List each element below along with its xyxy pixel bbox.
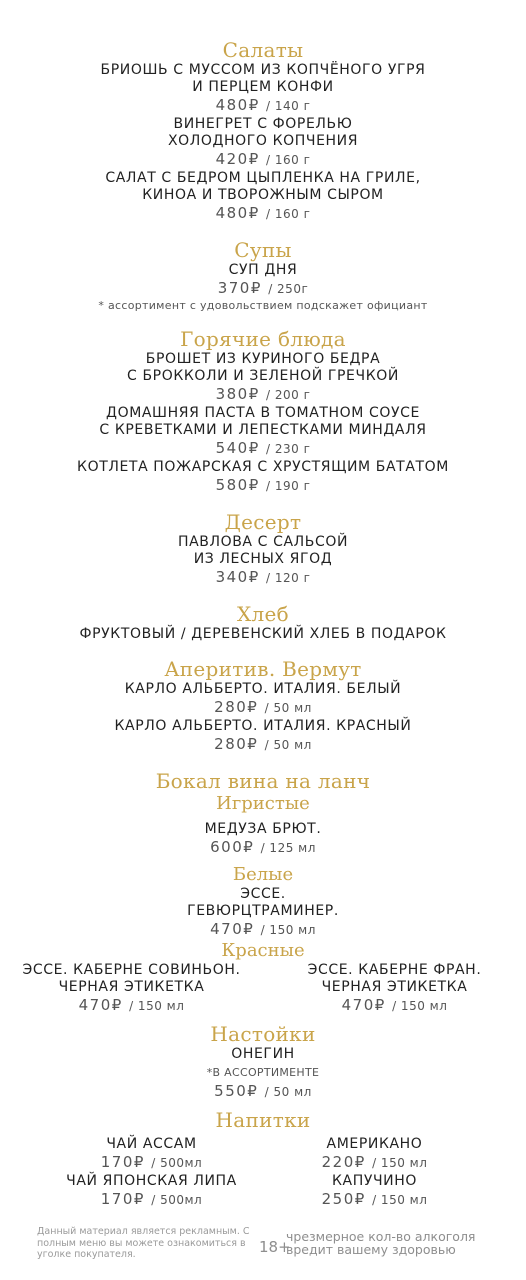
section-title-salads: Салаты bbox=[222, 38, 304, 62]
drink-name: ОНЕГИН bbox=[231, 1046, 295, 1062]
drink-name: ЧАЙ АССАМ bbox=[106, 1136, 197, 1152]
drink-volume: / 50 мл bbox=[264, 1085, 312, 1099]
drink-volume: / 125 мл bbox=[260, 841, 316, 855]
tinctures-note: *В АССОРТИМЕНТЕ bbox=[206, 1066, 320, 1079]
subsection-title-sparkling: Игристые bbox=[216, 793, 310, 814]
soups-note: * ассортимент с удовольствием подскажет официант bbox=[98, 299, 428, 312]
menu-item bbox=[263, 962, 526, 1016]
dish-price-line bbox=[0, 439, 526, 459]
menu-item bbox=[0, 405, 526, 459]
menu-item bbox=[0, 116, 526, 170]
drink-volume: / 50 мл bbox=[264, 701, 312, 715]
drink-price-line bbox=[40, 1153, 263, 1173]
dish-name: С БРОККОЛИ И ЗЕЛЕНОЙ ГРЕЧКОЙ bbox=[127, 368, 399, 384]
dish-price-line bbox=[0, 96, 526, 116]
dish-price: 580₽ bbox=[215, 476, 260, 494]
footer bbox=[0, 1226, 526, 1266]
drink-name: ГЕВЮРЦТРАМИНЕР. bbox=[187, 903, 339, 919]
drink-price-line bbox=[0, 920, 526, 940]
dish-price: 420₽ bbox=[215, 150, 260, 168]
drink-price-line bbox=[263, 996, 526, 1016]
dish-name: ХОЛОДНОГО КОПЧЕНИЯ bbox=[167, 133, 359, 149]
dish-name: ДОМАШНЯЯ ПАСТА В ТОМАТНОМ СОУСЕ bbox=[106, 405, 420, 421]
dish-name: С КРЕВЕТКАМИ И ЛЕПЕСТКАМИ МИНДАЛЯ bbox=[99, 422, 427, 438]
section-title-soups: Супы bbox=[234, 238, 292, 262]
dish-weight: / 190 г bbox=[266, 479, 311, 493]
drink-name: ЧЕРНАЯ ЭТИКЕТКА bbox=[321, 979, 468, 995]
section-title-dessert: Десерт bbox=[224, 510, 302, 534]
section-title-wine: Бокал вина на ланч bbox=[155, 769, 371, 793]
drink-volume: / 150 мл bbox=[260, 923, 316, 937]
dish-price-line bbox=[0, 279, 526, 299]
dish-name: КИНОА И ТВОРОЖНЫМ СЫРОМ bbox=[142, 187, 384, 203]
dish-price: 480₽ bbox=[215, 96, 260, 114]
drink-price-line bbox=[0, 838, 526, 858]
dish-weight: / 160 г bbox=[266, 153, 311, 167]
drink-name: ЧАЙ ЯПОНСКАЯ ЛИПА bbox=[66, 1173, 237, 1189]
menu-item bbox=[0, 351, 526, 405]
age-rating: 18+ bbox=[259, 1238, 291, 1256]
drink-price: 250₽ bbox=[321, 1190, 366, 1208]
drink-name: АМЕРИКАНО bbox=[326, 1136, 423, 1152]
drink-price-line bbox=[0, 735, 526, 755]
dish-weight: / 200 г bbox=[266, 388, 311, 402]
dish-name: БРОШЕТ ИЗ КУРИНОГО БЕДРА bbox=[145, 351, 381, 367]
drink-price-line bbox=[263, 1153, 486, 1173]
dish-name: ПАВЛОВА С САЛЬСОЙ bbox=[177, 534, 349, 550]
drink-price: 280₽ bbox=[214, 735, 259, 753]
drinks-columns bbox=[0, 1132, 526, 1210]
drink-price: 470₽ bbox=[210, 920, 255, 938]
drink-volume: / 150 мл bbox=[372, 1193, 428, 1207]
drink-name: ЭССЕ. bbox=[240, 886, 286, 902]
legal-disclaimer: Данный материал является рекламным. С полным меню вы можете ознакомиться в уголке покупателя. bbox=[37, 1226, 250, 1260]
dish-weight: / 250г bbox=[268, 282, 309, 296]
dish-weight: / 230 г bbox=[266, 442, 311, 456]
drink-price: 470₽ bbox=[341, 996, 386, 1014]
drink-name: ЧЕРНАЯ ЭТИКЕТКА bbox=[58, 979, 205, 995]
menu-item bbox=[0, 962, 263, 1016]
menu-item bbox=[0, 62, 526, 116]
dish-price: 370₽ bbox=[217, 279, 262, 297]
drink-name: КАРЛО АЛЬБЕРТО. ИТАЛИЯ. КРАСНЫЙ bbox=[114, 718, 412, 734]
drink-volume: / 150 мл bbox=[129, 999, 185, 1013]
dish-price-line bbox=[0, 385, 526, 405]
red-wine-columns bbox=[0, 962, 526, 1016]
menu-item bbox=[0, 459, 526, 496]
dish-name: СУП ДНЯ bbox=[228, 262, 298, 278]
drink-price-line bbox=[0, 698, 526, 718]
drink-name: КАПУЧИНО bbox=[332, 1173, 417, 1189]
drink-name: ЭССЕ. КАБЕРНЕ СОВИНЬОН. bbox=[22, 962, 241, 978]
drinks-left-column bbox=[40, 1132, 263, 1210]
dish-name: ИЗ ЛЕСНЫХ ЯГОД bbox=[193, 551, 333, 567]
dish-name: КОТЛЕТА ПОЖАРСКАЯ С ХРУСТЯЩИМ БАТАТОМ bbox=[77, 459, 449, 475]
menu-item bbox=[0, 170, 526, 224]
subsection-title-white: Белые bbox=[232, 864, 294, 885]
dish-name: ВИНЕГРЕТ С ФОРЕЛЬЮ bbox=[173, 116, 353, 132]
dish-price: 540₽ bbox=[215, 439, 260, 457]
section-title-hot: Горячие блюда bbox=[180, 327, 346, 351]
dish-price: 380₽ bbox=[215, 385, 260, 403]
dish-weight: / 160 г bbox=[266, 207, 311, 221]
drinks-right-column bbox=[263, 1132, 486, 1210]
subsection-title-red: Красные bbox=[221, 940, 305, 961]
drink-volume: / 50 мл bbox=[264, 738, 312, 752]
dish-price-line bbox=[0, 150, 526, 170]
drink-name: КАРЛО АЛЬБЕРТО. ИТАЛИЯ. БЕЛЫЙ bbox=[124, 681, 402, 697]
dish-price-line bbox=[0, 476, 526, 496]
dish-price: 480₽ bbox=[215, 204, 260, 222]
drink-price: 550₽ bbox=[214, 1082, 259, 1100]
dish-name: БРИОШЬ С МУССОМ ИЗ КОПЧЁНОГО УГРЯ bbox=[100, 62, 426, 78]
drink-name: МЕДУЗА БРЮТ. bbox=[204, 821, 322, 837]
drink-price: 170₽ bbox=[100, 1153, 145, 1171]
drink-name: ЭССЕ. КАБЕРНЕ ФРАН. bbox=[307, 962, 482, 978]
drink-price-line bbox=[0, 996, 263, 1016]
section-title-drinks: Напитки bbox=[215, 1108, 311, 1132]
section-title-bread: Хлеб bbox=[236, 602, 290, 626]
drink-price: 470₽ bbox=[78, 996, 123, 1014]
drink-volume: / 150 мл bbox=[392, 999, 448, 1013]
bread-text: ФРУКТОВЫЙ / ДЕРЕВЕНСКИЙ ХЛЕБ В ПОДАРОК bbox=[79, 626, 447, 642]
drink-price: 600₽ bbox=[210, 838, 255, 856]
drink-price-line bbox=[40, 1190, 263, 1210]
dish-name: САЛАТ С БЕДРОМ ЦЫПЛЕНКА НА ГРИЛЕ, bbox=[105, 170, 421, 186]
drink-volume: / 500мл bbox=[151, 1156, 203, 1170]
drink-price-line bbox=[263, 1190, 486, 1210]
dish-price-line bbox=[0, 568, 526, 588]
dish-price-line bbox=[0, 204, 526, 224]
alcohol-warning: чрезмерное кол-во алкоголя вредит вашему здоровью bbox=[286, 1229, 476, 1257]
drink-price: 220₽ bbox=[321, 1153, 366, 1171]
drink-volume: / 500мл bbox=[151, 1193, 203, 1207]
dish-weight: / 120 г bbox=[266, 571, 311, 585]
drink-price: 170₽ bbox=[100, 1190, 145, 1208]
section-title-aperitif: Аперитив. Вермут bbox=[164, 657, 362, 681]
section-title-tinctures: Настойки bbox=[210, 1022, 316, 1046]
dish-price: 340₽ bbox=[215, 568, 260, 586]
drink-price: 280₽ bbox=[214, 698, 259, 716]
dish-name: И ПЕРЦЕМ КОНФИ bbox=[192, 79, 334, 95]
dish-weight: / 140 г bbox=[266, 99, 311, 113]
drink-price-line bbox=[0, 1082, 526, 1102]
drink-volume: / 150 мл bbox=[372, 1156, 428, 1170]
